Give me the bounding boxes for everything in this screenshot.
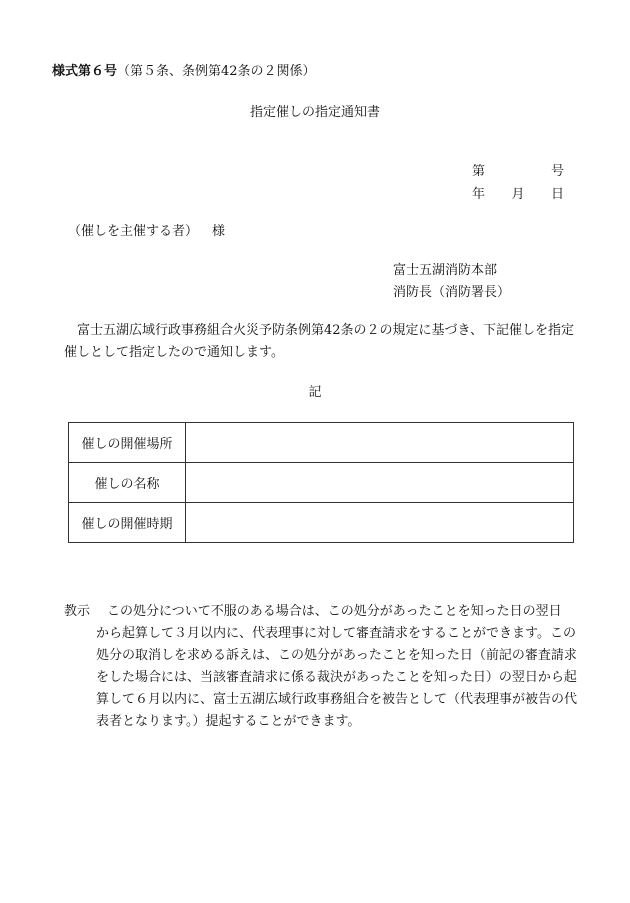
notice-continuation: から起算して３月以内に、代表理事に対して審査請求をすることができます。この処分の取消しを求める訴えは、この処分があったことを知った日（前記の審査請求をした場合には、当該審査請求に係る裁決があったことを知った日）の翌日から起算して６月以内に、富士五湖広域行政事務組合を被告として（代表理事が被告の代表者となります。）提起することができます。 <box>96 626 578 729</box>
row-label-name: 催しの名称 <box>69 463 186 503</box>
date-row <box>472 186 564 209</box>
number-row <box>472 163 564 186</box>
ki-heading: 記 <box>308 385 322 400</box>
body-text: 富士五湖広域行政事務組合火災予防条例第42条の２の規定に基づき、下記催しを指定催しとして指定したので通知します。 <box>64 323 575 360</box>
issuer-org: 富士五湖消防本部 <box>393 263 498 278</box>
table-row <box>69 423 574 463</box>
event-info-table <box>68 422 574 543</box>
table-row <box>69 503 574 543</box>
addressee-name: （催しを主催する者） <box>68 224 199 239</box>
date-month: 月 <box>511 187 525 202</box>
addressee <box>68 223 225 241</box>
row-value-period <box>186 503 574 543</box>
form-number-label: 様式第６号 <box>52 64 118 79</box>
form-number-reference: （第５条、条例第42条の２関係） <box>117 64 316 79</box>
date-day: 日 <box>550 187 564 202</box>
row-value-venue <box>186 423 574 463</box>
number-prefix: 第 <box>472 164 486 179</box>
row-value-name <box>186 463 574 503</box>
reference-number <box>472 163 564 209</box>
addressee-honorific: 様 <box>212 224 226 239</box>
document-title: 指定催しの指定通知書 <box>249 105 380 120</box>
issuer-title: 消防長（消防署長） <box>393 285 511 300</box>
notice-first-line: この処分について不服のある場合は、この処分があったことを知った日の翌日 <box>107 604 562 619</box>
issuer <box>393 262 510 306</box>
appeal-notice <box>64 601 588 733</box>
row-label-period: 催しの開催時期 <box>69 503 186 543</box>
date-year: 年 <box>472 187 486 202</box>
notice-heading: 教示 <box>64 604 91 619</box>
form-number <box>52 63 316 81</box>
row-label-venue: 催しの開催場所 <box>69 423 186 463</box>
number-suffix: 号 <box>550 164 564 179</box>
table-row <box>69 463 574 503</box>
